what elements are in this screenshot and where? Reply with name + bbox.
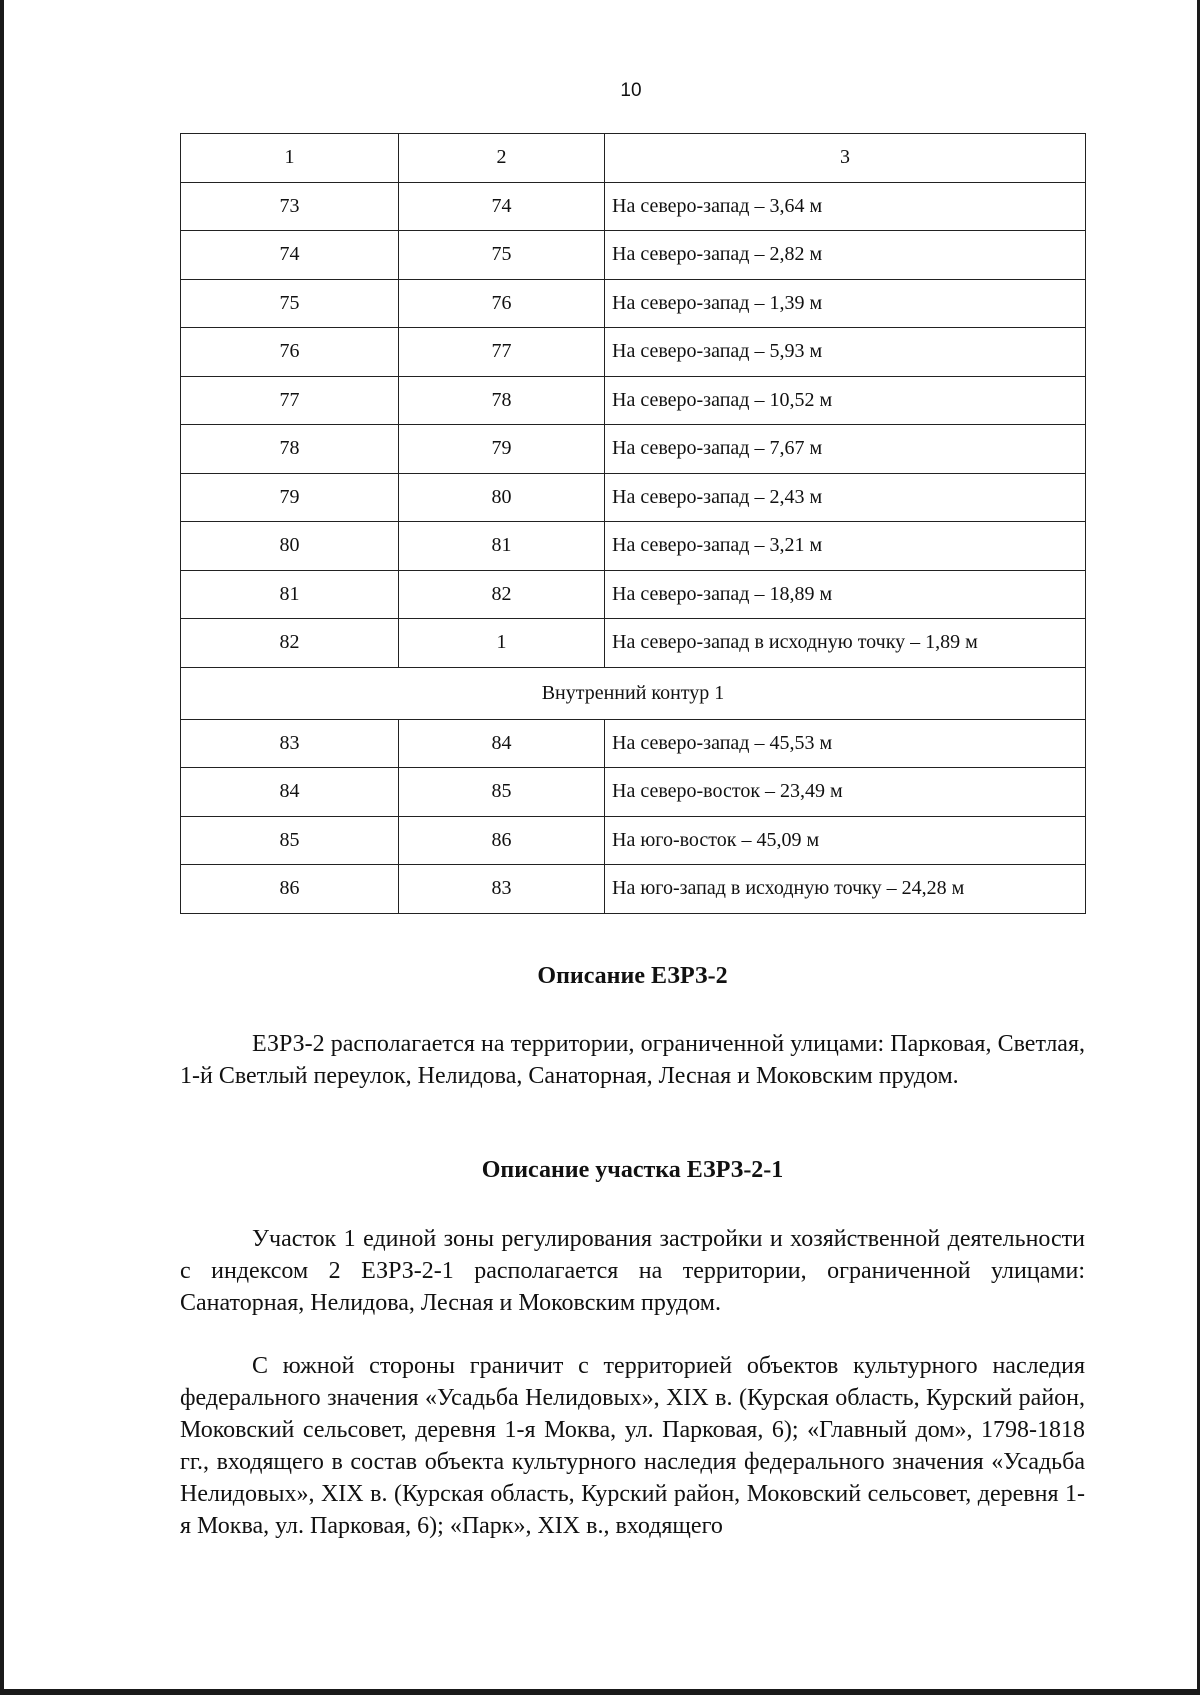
from-point: 83 xyxy=(181,719,399,768)
column-header: 1 xyxy=(181,134,399,183)
segment-description: На северо-запад – 3,21 м xyxy=(605,522,1086,571)
to-point: 84 xyxy=(399,719,605,768)
scan-border-bottom xyxy=(0,1689,1200,1695)
from-point: 76 xyxy=(181,328,399,377)
table-row xyxy=(181,570,1086,619)
to-point: 83 xyxy=(399,865,605,914)
from-point: 84 xyxy=(181,768,399,817)
from-point: 78 xyxy=(181,425,399,474)
to-point: 79 xyxy=(399,425,605,474)
to-point: 77 xyxy=(399,328,605,377)
segment-description: На северо-запад в исходную точку – 1,89 м xyxy=(605,619,1086,668)
from-point: 82 xyxy=(181,619,399,668)
segment-description: На северо-запад – 18,89 м xyxy=(605,570,1086,619)
from-point: 74 xyxy=(181,231,399,280)
segment-description: На юго-восток – 45,09 м xyxy=(605,816,1086,865)
section-heading-ezrz-2-1: Описание участка ЕЗРЗ-2-1 xyxy=(481,1157,784,1183)
segment-description: На северо-запад – 45,53 м xyxy=(605,719,1086,768)
scan-border-left xyxy=(0,0,4,1695)
page-number: 10 xyxy=(620,80,642,101)
segment-description: На северо-запад – 5,93 м xyxy=(605,328,1086,377)
to-point: 80 xyxy=(399,473,605,522)
segment-description: На северо-запад – 3,64 м xyxy=(605,182,1086,231)
to-point: 75 xyxy=(399,231,605,280)
from-point: 75 xyxy=(181,279,399,328)
from-point: 85 xyxy=(181,816,399,865)
segment-description: На северо-запад – 2,82 м xyxy=(605,231,1086,280)
table-row xyxy=(181,376,1086,425)
paragraph-ezrz-2-1-intro: Участок 1 единой зоны регулирования застройки и хозяйственной деятельности с индексом 2 ЕЗРЗ-2-1 располагается на территории, ограниченной улицами: Санаторная, Нелидова, Лесная и Моковским прудом. xyxy=(180,1226,1085,1316)
from-point: 80 xyxy=(181,522,399,571)
from-point: 79 xyxy=(181,473,399,522)
column-header: 3 xyxy=(605,134,1086,183)
coordinates-table xyxy=(180,133,1086,914)
to-point: 1 xyxy=(399,619,605,668)
segment-description: На северо-запад – 7,67 м xyxy=(605,425,1086,474)
table-header-row xyxy=(181,134,1086,183)
to-point: 86 xyxy=(399,816,605,865)
to-point: 74 xyxy=(399,182,605,231)
segment-description: На северо-запад – 2,43 м xyxy=(605,473,1086,522)
table-row xyxy=(181,522,1086,571)
paragraph-ezrz-2-1-south: С южной стороны граничит с территорией объектов культурного наследия федерального значения «Усадьба Нелидовых», XIX в. (Курская область, Курский район, Моковский сельсовет, деревня 1-я Моква, ул. Парковая, 6); «Главный дом», 1798-1818 гг., входящего в состав объекта культурного наследия федерального значения «Усадьба Нелидовых», XIX в. (Курская область, Курский район, Моковский сельсовет, деревня 1-я Моква, ул. Парковая, 6); «Парк», XIX в., входящего xyxy=(180,1353,1085,1539)
table-row xyxy=(181,231,1086,280)
section-heading-ezrz-2: Описание ЕЗРЗ-2 xyxy=(537,963,728,989)
table-row xyxy=(181,619,1086,668)
segment-description: На северо-запад – 10,52 м xyxy=(605,376,1086,425)
from-point: 86 xyxy=(181,865,399,914)
to-point: 81 xyxy=(399,522,605,571)
from-point: 81 xyxy=(181,570,399,619)
segment-description: На северо-запад – 1,39 м xyxy=(605,279,1086,328)
inner-contour-title: Внутренний контур 1 xyxy=(181,667,1086,719)
from-point: 73 xyxy=(181,182,399,231)
table-row xyxy=(181,279,1086,328)
to-point: 78 xyxy=(399,376,605,425)
to-point: 82 xyxy=(399,570,605,619)
column-header: 2 xyxy=(399,134,605,183)
table-row xyxy=(181,865,1086,914)
table-row xyxy=(181,182,1086,231)
to-point: 85 xyxy=(399,768,605,817)
table-row xyxy=(181,816,1086,865)
paragraph-ezrz-2: ЕЗРЗ-2 располагается на территории, ограниченной улицами: Парковая, Светлая, 1-й Светлый переулок, Нелидова, Санаторная, Лесная и Моковским прудом. xyxy=(180,1031,1085,1089)
segment-description: На северо-восток – 23,49 м xyxy=(605,768,1086,817)
table-row xyxy=(181,719,1086,768)
table-row xyxy=(181,425,1086,474)
from-point: 77 xyxy=(181,376,399,425)
table-row xyxy=(181,473,1086,522)
table-row xyxy=(181,768,1086,817)
table-section-row xyxy=(181,667,1086,719)
segment-description: На юго-запад в исходную точку – 24,28 м xyxy=(605,865,1086,914)
table-row xyxy=(181,328,1086,377)
to-point: 76 xyxy=(399,279,605,328)
